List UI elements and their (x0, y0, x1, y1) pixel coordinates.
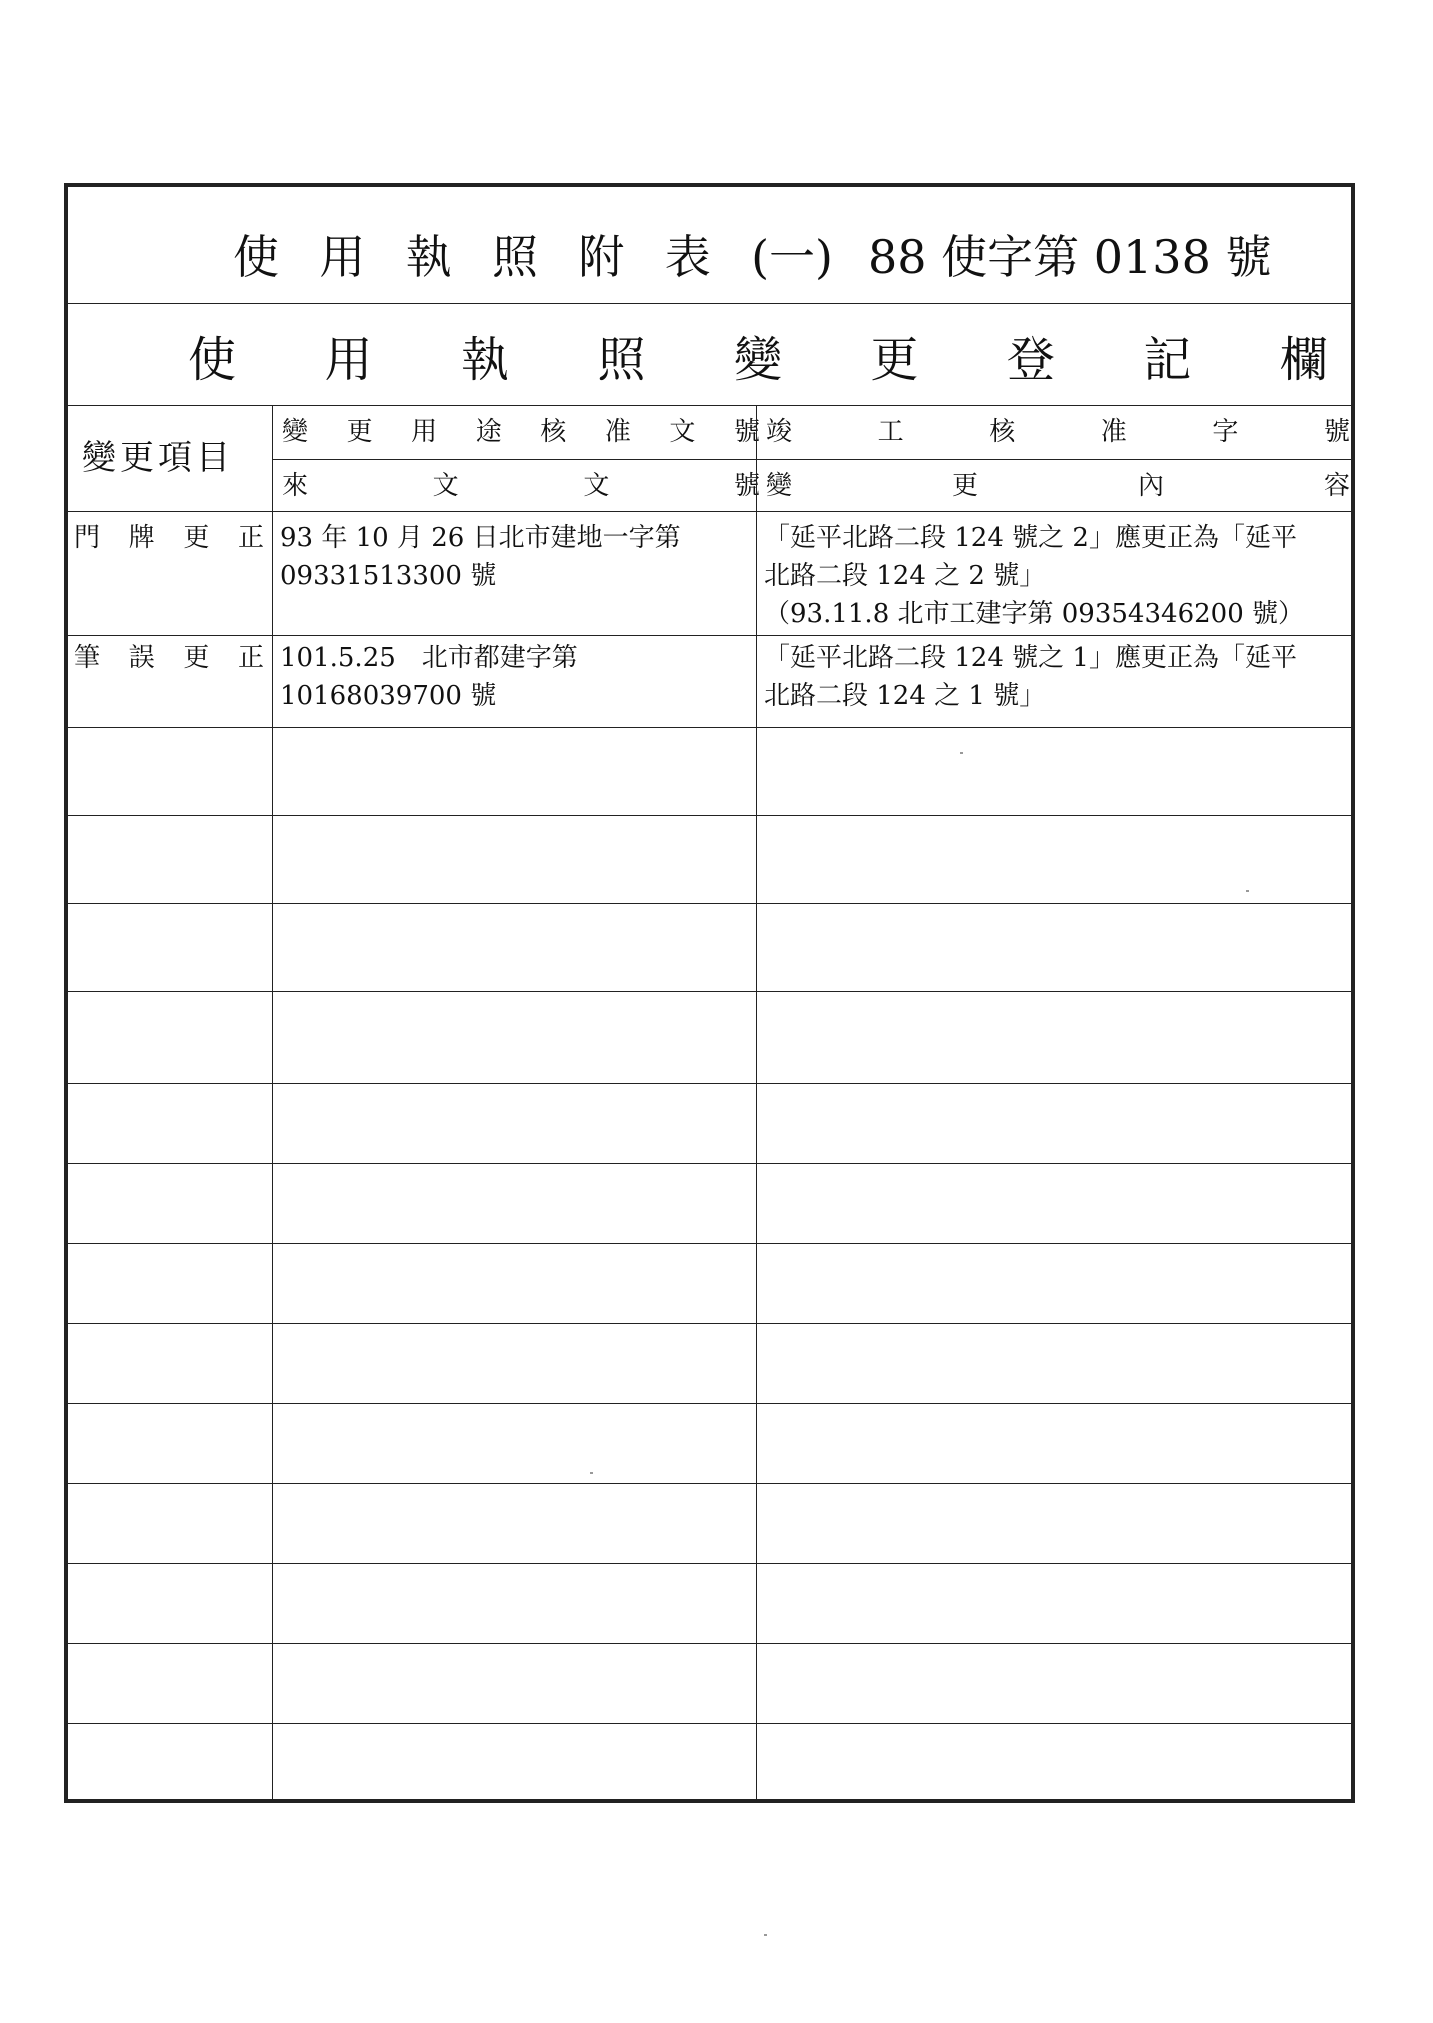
header-char: 核 (989, 417, 1016, 447)
divider (68, 1483, 1351, 1484)
header-char: 文 (583, 471, 610, 501)
column-divider (756, 405, 757, 1803)
scan-speck (1246, 890, 1249, 892)
section-title-char: 變 (733, 332, 782, 388)
column-header-incoming-doc (282, 467, 760, 505)
title-char: 執 (405, 230, 452, 284)
header-char: 准 (604, 417, 631, 447)
divider (68, 405, 1351, 406)
divider (68, 511, 1351, 512)
item-char: 誤 (128, 643, 155, 673)
title-char: 使 (233, 230, 279, 284)
title-char: 用 (319, 230, 366, 284)
table-row-item (74, 639, 264, 677)
header-char: 文 (669, 417, 696, 447)
divider (68, 1083, 1351, 1084)
header-char: 准 (1100, 417, 1127, 447)
divider (68, 991, 1351, 992)
item-char: 正 (237, 643, 264, 673)
header-char: 竣 (766, 417, 793, 447)
item-char: 更 (183, 523, 210, 553)
header-char: 更 (346, 417, 373, 447)
section-title-char: 記 (1143, 332, 1192, 388)
table-row-document: 93 年 10 月 26 日北市建地一字第 09331513300 號 (280, 523, 681, 591)
divider (68, 903, 1351, 904)
column-header-completion-approval (766, 413, 1350, 451)
section-title-char: 更 (870, 332, 919, 388)
divider (68, 635, 1351, 636)
divider (68, 1563, 1351, 1564)
header-char: 途 (475, 417, 502, 447)
table-row-content: 「延平北路二段 124 號之 1」應更正為「延平 北路二段 124 之 1 號」 (764, 643, 1297, 711)
divider (68, 1163, 1351, 1164)
table-title (233, 221, 833, 287)
divider (68, 1643, 1351, 1644)
register-table (64, 183, 1355, 1803)
header-char: 更 (951, 471, 978, 501)
divider (68, 727, 1351, 728)
item-char: 筆 (74, 643, 101, 673)
item-char: 更 (183, 643, 210, 673)
permit-number: 88 使字第 0138 號 (868, 230, 1272, 284)
section-title-char: 欄 (1279, 332, 1328, 388)
divider (68, 1403, 1351, 1404)
header-char: 工 (877, 417, 904, 447)
column-header-item: 變更項目 (82, 438, 234, 478)
scan-speck (590, 1472, 593, 1474)
column-header-change-content (766, 467, 1350, 505)
divider (68, 1323, 1351, 1324)
section-title (188, 321, 1328, 390)
item-char: 正 (237, 523, 264, 553)
header-char: 文 (432, 471, 459, 501)
title-char: 附 (578, 230, 625, 284)
item-char: 牌 (128, 523, 155, 553)
item-char: 門 (74, 523, 101, 553)
divider (68, 815, 1351, 816)
column-divider (272, 405, 273, 1803)
header-char: 內 (1137, 471, 1164, 501)
divider (68, 1723, 1351, 1724)
section-title-char: 執 (460, 332, 509, 388)
header-char: 號 (1323, 417, 1350, 447)
title-char: 照 (492, 230, 539, 284)
section-title-char: 用 (324, 332, 373, 388)
title-char: 表 (664, 230, 711, 284)
scan-speck (764, 1934, 767, 1936)
divider (68, 303, 1351, 304)
header-char: 字 (1212, 417, 1239, 447)
scan-speck (960, 752, 963, 754)
header-char: 容 (1323, 471, 1350, 501)
section-title-char: 使 (188, 332, 237, 388)
section-title-char: 照 (597, 332, 646, 388)
header-char: 號 (733, 417, 760, 447)
header-char: 變 (282, 417, 309, 447)
header-char: 號 (733, 471, 760, 501)
header-char: 來 (282, 471, 309, 501)
divider (68, 1243, 1351, 1244)
table-row-document: 101.5.25 北市都建字第 10168039700 號 (280, 643, 578, 711)
section-title-char: 登 (1006, 332, 1055, 388)
header-char: 變 (766, 471, 793, 501)
column-header-approval-doc (282, 413, 760, 451)
header-char: 核 (540, 417, 567, 447)
header-char: 用 (411, 417, 438, 447)
title-char: (一) (751, 230, 833, 284)
divider (272, 459, 1355, 460)
table-row-item (74, 519, 264, 557)
table-row-content: 「延平北路二段 124 號之 2」應更正為「延平 北路二段 124 之 2 號」 （93.11.8 北市工建字第 09354346200 號） (764, 523, 1304, 629)
